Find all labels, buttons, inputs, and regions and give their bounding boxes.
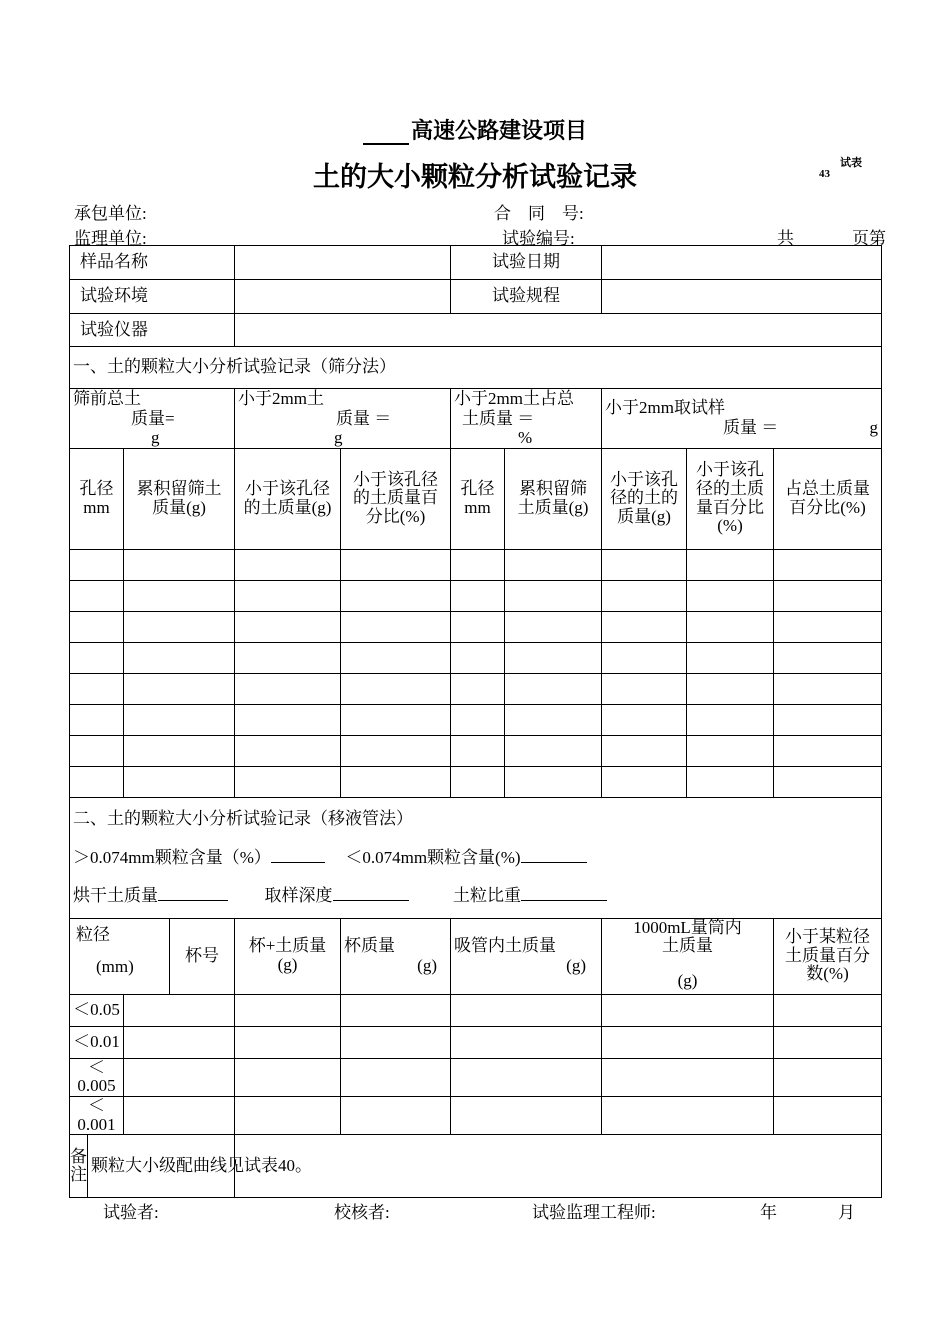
sample-name-label: 样品名称 (70, 246, 235, 280)
lt074-value[interactable] (521, 848, 587, 863)
col-aperture-2: 孔径 mm (451, 448, 505, 549)
col-cup-soil: 杯+土质量 (g) (235, 918, 341, 994)
table-row (70, 580, 882, 611)
contract-no-label: 合 同 号: (494, 204, 584, 223)
project-title: 高速公路建设项目 (0, 114, 950, 145)
supervisor-label: 监理单位: (74, 229, 147, 248)
col-cup-no: 杯号 (169, 919, 234, 994)
table-row (70, 1058, 882, 1096)
test-no-label: 试验编号: (502, 229, 575, 248)
content-line: ＞0.074mm颗粒含量（%） ＜0.074mm颗粒含量(%) (73, 848, 878, 886)
remarks-label: 备注 (70, 1146, 87, 1185)
section2-info-row (70, 797, 882, 918)
info-row-sample (70, 246, 882, 280)
col-cumulative-retained-2: 累积留筛 土质量(g) (505, 448, 602, 549)
col-total-percent: 占总土质量 百分比(%) (774, 448, 882, 549)
info-row-environment (70, 280, 882, 314)
section2-header-row (70, 918, 882, 994)
total-mass-cell[interactable]: 筛前总土 质量= g (70, 389, 235, 449)
table-row (70, 735, 882, 766)
project-name-blank[interactable] (363, 121, 409, 145)
sample-name-value[interactable] (235, 246, 451, 280)
col-finer-percent: 小于某粒径 土质量百分 数(%) (774, 918, 882, 994)
section2-info-cell (70, 797, 882, 918)
form-label: 试表 (840, 157, 862, 169)
year-label: 年 (760, 1203, 777, 1222)
col-aperture-1: 孔径 mm (70, 448, 124, 549)
procedure-value[interactable] (602, 280, 882, 314)
col-passing-percent-1: 小于该孔径 的土质量百 分比(%) (341, 448, 451, 549)
col-cumulative-retained-1: 累积留筛土 质量(g) (124, 448, 235, 549)
info-row-instrument (70, 314, 882, 347)
test-date-value[interactable] (602, 246, 882, 280)
col-passing-percent-2: 小于该孔 径的土质 量百分比 (%) (687, 448, 774, 549)
instrument-label: 试验仪器 (70, 314, 235, 347)
mass-depth-line: 烘干土质量 取样深度 土粒比重 (73, 886, 878, 904)
table-row (70, 704, 882, 735)
table-row (70, 766, 882, 797)
document-title: 土的大小颗粒分析试验记录 (313, 162, 637, 192)
col-passing-mass-1: 小于该孔径 的土质量(g) (235, 448, 341, 549)
depth-value[interactable] (333, 886, 409, 901)
checker-label: 校核者: (334, 1203, 390, 1222)
table-row (70, 1026, 882, 1058)
gt074-value[interactable] (271, 848, 325, 863)
col-particle-size: 粒径 (mm) 杯号 (70, 918, 235, 994)
particle-size-cell: ＜0.001 (70, 1097, 124, 1135)
dry-mass-value[interactable] (158, 886, 228, 901)
record-table (69, 245, 882, 1198)
remarks-text: 颗粒大小级配曲线见试表40。 (87, 1135, 312, 1197)
environment-value[interactable] (235, 280, 451, 314)
month-label: 月 (838, 1203, 855, 1222)
col-cup-mass: 杯质量 (g) (341, 918, 451, 994)
particle-size-cell: ＜0.005 (70, 1058, 124, 1096)
table-row (70, 611, 882, 642)
table-row (70, 994, 882, 1026)
section2-title: 二、土的颗粒大小分析试验记录（移液管法） (73, 808, 413, 828)
table-row (70, 642, 882, 673)
test-date-label: 试验日期 (451, 246, 602, 280)
section1-header-row (70, 448, 882, 549)
instrument-value[interactable] (235, 314, 882, 347)
lt2-mass-cell[interactable]: 小于2mm土 质量 ＝ g (235, 389, 451, 449)
section1-title-row (70, 347, 882, 389)
lt2-percent-cell[interactable]: 小于2mm土占总 土质量 ＝ % (451, 389, 602, 449)
table-row (70, 549, 882, 580)
table-row (70, 673, 882, 704)
specific-gravity-value[interactable] (521, 886, 607, 901)
page-label: 页第 (852, 229, 886, 248)
procedure-label: 试验规程 (451, 280, 602, 314)
col-cylinder-soil: 1000mL量筒内 土质量 (g) (602, 918, 774, 994)
remarks-row (70, 1135, 882, 1198)
environment-label: 试验环境 (70, 280, 235, 314)
lt2-sample-cell[interactable]: 小于2mm取试样 质量 ＝ g (602, 389, 882, 449)
col-passing-mass-2: 小于该孔 径的土的 质量(g) (602, 448, 687, 549)
engineer-label: 试验监理工程师: (532, 1203, 656, 1222)
section1-title: 一、土的颗粒大小分析试验记录（筛分法） (70, 347, 882, 389)
particle-size-cell: ＜0.05 (70, 994, 124, 1026)
col-pipette-soil: 吸管内土质量 (g) (451, 918, 602, 994)
total-pages-label: 共 (777, 229, 794, 248)
section1-mass-row (70, 389, 882, 449)
particle-size-cell: ＜0.01 (70, 1026, 124, 1058)
table-row (70, 1097, 882, 1135)
tester-label: 试验者: (103, 1203, 159, 1222)
form-number: 43 (819, 168, 830, 180)
contractor-label: 承包单位: (74, 204, 147, 223)
